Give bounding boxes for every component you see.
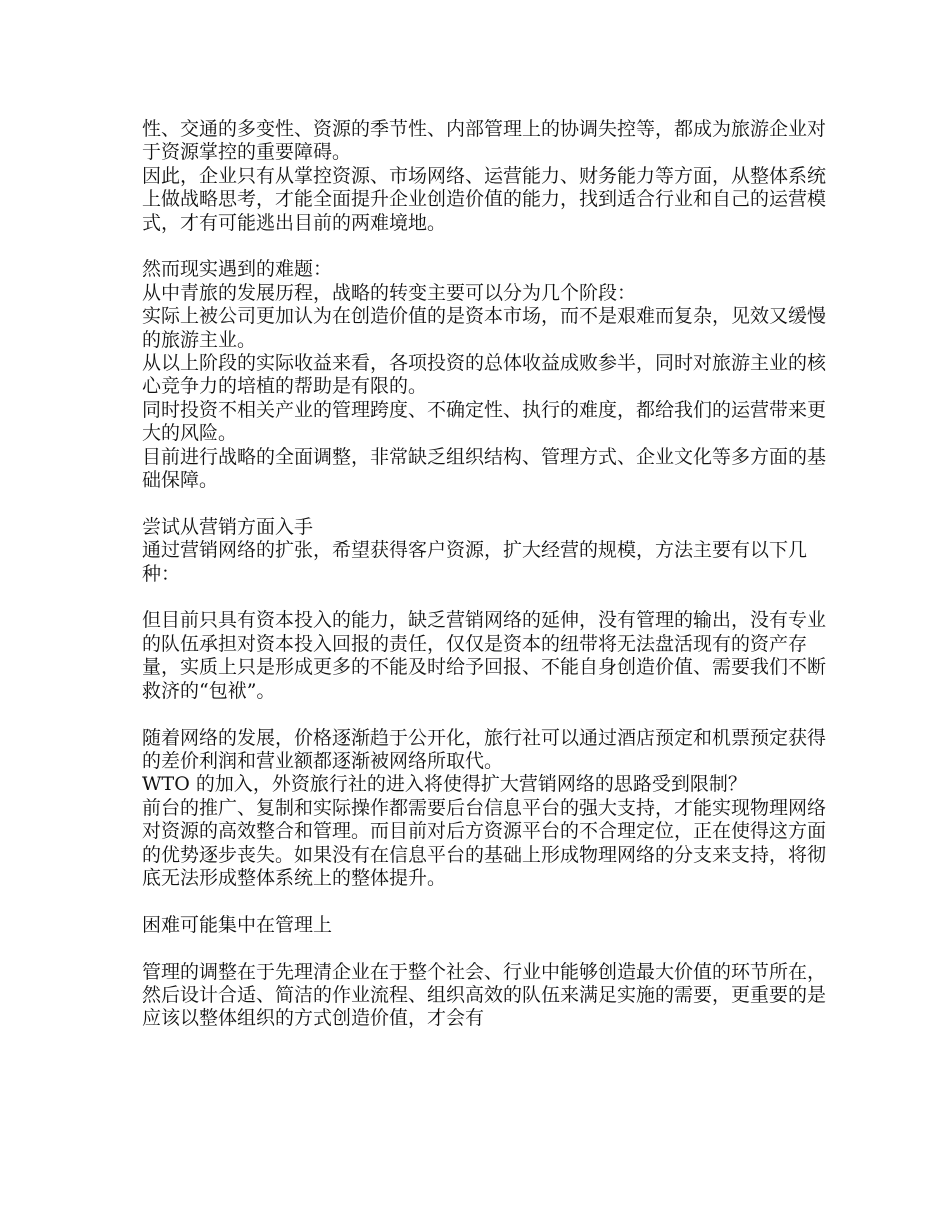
paragraph-heading-marketing: 尝试从营销方面入手 [142, 515, 314, 538]
paragraph-gap [142, 703, 832, 726]
paragraph-resource-obstacles: 性、交通的多变性、资源的季节性、内部管理上的协调失控等，都成为旅游企业对于资源掌控的重要障碍。 [142, 118, 827, 164]
paragraph-gap [142, 235, 832, 258]
paragraph-internet-pricing: 随着网络的发展，价格逐渐趋于公开化，旅行社可以通过酒店预定和机票预定获得的差价利润和营业额都逐渐被网络所取代。 [142, 726, 827, 772]
paragraph-network-expansion: 通过营销网络的扩张，希望获得客户资源，扩大经营的规模，方法主要有以下几种： [142, 539, 808, 585]
paragraph-strategy-adjustment: 目前进行战略的全面调整，非常缺乏组织结构、管理方式、企业文化等多方面的基础保障。 [142, 445, 827, 492]
paragraph-unrelated-risk: 同时投资不相关产业的管理跨度、不确定性、执行的难度，都给我们的运营带来更大的风险。 [142, 398, 827, 445]
paragraph-management-adjustment: 管理的调整在于先理清企业在于整个社会、行业中能够创造最大价值的环节所在，然后设计合适、简洁的作业流程、组织高效的队伍来满足实施的需要，更重要的是应该以整体组织的方式创造价值，才会有 [142, 960, 827, 1030]
paragraph-heading-management: 困难可能集中在管理上 [142, 913, 333, 936]
paragraph-heading-difficulties: 然而现实遇到的难题： [142, 258, 333, 281]
paragraph-strategic-thinking: 因此，企业只有从掌控资源、市场网络、运营能力、财务能力等方面，从整体系统上做战略思考，才能全面提升企业创造价值的能力，找到适合行业和自己的运营模式，才有可能逃出目前的两难境地。 [142, 164, 827, 234]
paragraph-capital-market: 实际上被公司更加认为在创造价值的是资本市场，而不是艰难而复杂，见效又缓慢的旅游主业。 [142, 305, 827, 351]
document-page [142, 118, 832, 1031]
paragraph-development-stages: 从中青旅的发展历程，战略的转变主要可以分为几个阶段： [142, 281, 637, 304]
paragraph-capital-burden: 但目前只具有资本投入的能力，缺乏营销网络的延伸，没有管理的输出，没有专业的队伍承担对资本投入回报的责任，仅仅是资本的纽带将无法盘活现有的资产存量，实质上只是形成更多的不能及时给予回报、不能自身创造价值、需要我们不断救济的“包袱”。 [142, 609, 827, 702]
paragraph-gap [142, 937, 832, 960]
paragraph-gap [142, 890, 832, 913]
paragraph-gap [142, 492, 832, 515]
paragraph-investment-returns: 从以上阶段的实际收益来看，各项投资的总体收益成败参半，同时对旅游主业的核心竞争力的培植的帮助是有限的。 [142, 352, 827, 398]
paragraph-wto-entry: WTO 的加入，外资旅行社的进入将使得扩大营销网络的思路受到限制？ [142, 773, 747, 796]
paragraph-gap [142, 586, 832, 609]
paragraph-info-platform: 前台的推广、复制和实际操作都需要后台信息平台的强大支持，才能实现物理网络对资源的高效整合和管理。而目前对后方资源平台的不合理定位，正在使得这方面的优势逐步丧失。如果没有在信息平台的基础上形成物理网络的分支来支持，将彻底无法形成整体系统上的整体提升。 [142, 796, 827, 889]
